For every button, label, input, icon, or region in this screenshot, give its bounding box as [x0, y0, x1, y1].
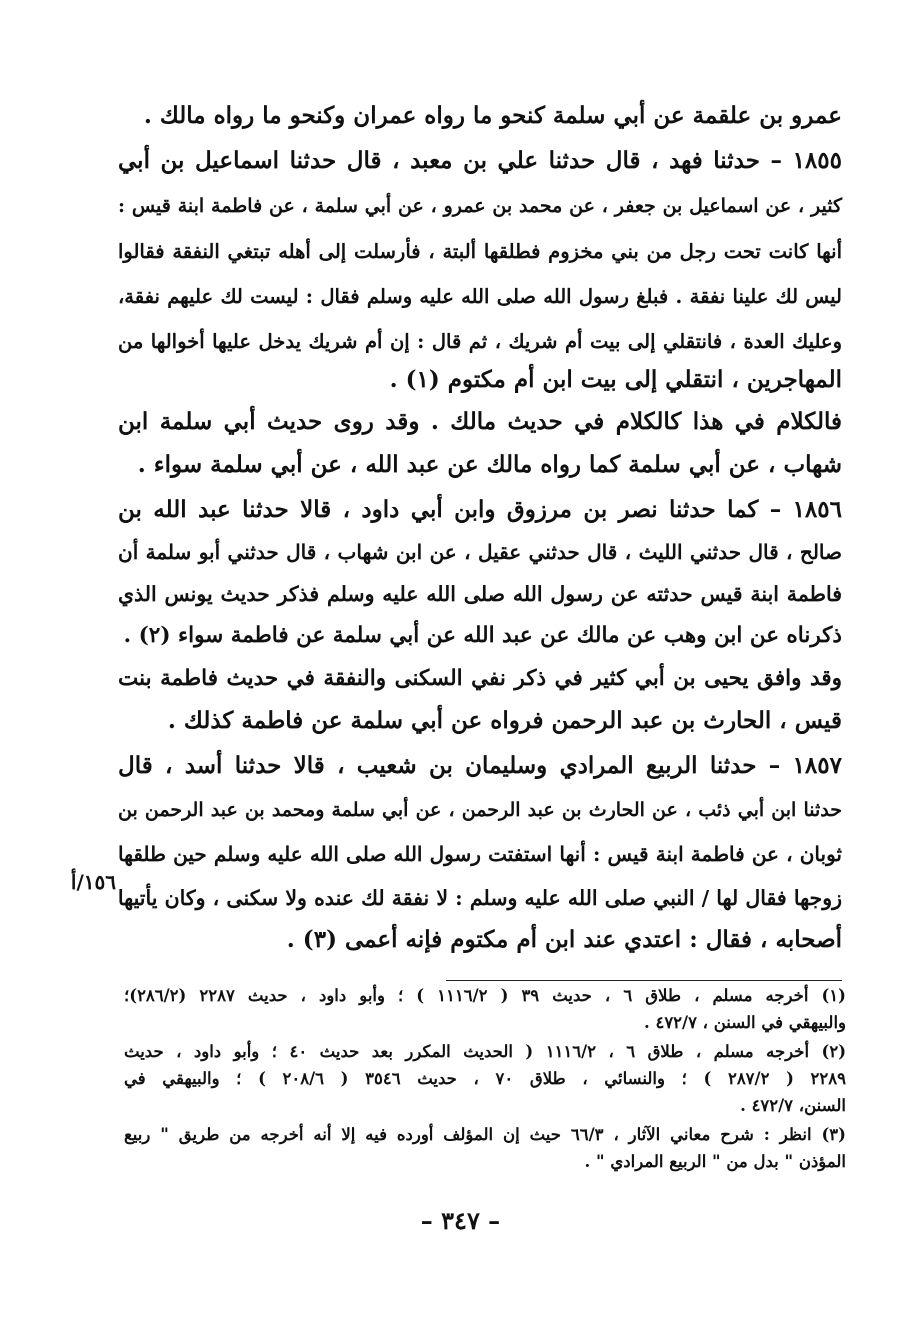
- text-line: المهاجرين ، انتقلي إلى بيت ابن أم مكتوم (١) .: [389, 366, 842, 393]
- footnote-line: ٢٢٨٩ ( ٢٨٧/٢ ) ؛ والنسائي ، طلاق ٧٠ ، حديث ٣٥٤٦ ( ٢٠٨/٦ ) ؛ والبيهقي في: [124, 1069, 846, 1088]
- text-line: ثوبان ، عن فاطمة ابنة قيس : أنها استفتت رسول الله صلى الله عليه وسلم حين طلقها: [118, 842, 842, 866]
- text-line: فالكلام في هذا كالكلام في حديث مالك . وقد روى حديث أبي سلمة ابن: [118, 408, 842, 435]
- footnote-line: والبيهقي في السنن ، ٤٧٢/٧ .: [643, 1013, 846, 1032]
- folio-margin-note: ١٥٦/أ: [70, 870, 116, 894]
- text-line: قيس ، الحارث بن عبد الرحمن فرواه عن أبي سلمة عن فاطمة كذلك .: [167, 707, 842, 734]
- footnote-separator: [446, 980, 842, 981]
- text-line: ١٨٥٦ – كما حدثنا نصر بن مرزوق وابن أبي داود ، قالا حدثنا عبد الله بن: [118, 496, 842, 523]
- text-line: ١٨٥٧ – حدثنا الربيع المرادي وسليمان بن شعيب ، قالا حدثنا أسد ، قال: [118, 752, 842, 779]
- text-line: فاطمة ابنة قيس حدثته عن رسول الله صلى الله عليه وسلم فذكر حديث يونس الذي: [118, 582, 842, 606]
- text-line: وعليك العدة ، فانتقلي إلى بيت أم شريك ، ثم قال : إن أم شريك يدخل عليها أخوالها من: [118, 330, 842, 353]
- page-number: – ٣٤٧ –: [420, 1206, 501, 1235]
- text-line: أصحابه ، فقال : اعتدي عند ابن أم مكتوم فإنه أعمى (٣) .: [286, 926, 842, 953]
- text-line: زوجها فقال لها / النبي صلى الله عليه وسلم : لا نفقة لك عنده ولا سكنى ، وكان يأتيها: [117, 886, 842, 910]
- text-line: شهاب ، عن أبي سلمة كما رواه مالك عن عبد الله ، عن أبي سلمة سواء .: [137, 451, 842, 478]
- text-line: وقد وافق يحيى بن أبي كثير في ذكر نفي السكنى والنفقة في حديث فاطمة بنت: [118, 666, 842, 691]
- footnote-line: (٣) انظر : شرح معاني الآثار ، ٦٦/٣ حيث إن المؤلف أورده فيه إلا أنه أخرجه من طريق " ربيع: [124, 1125, 846, 1144]
- text-line: عمرو بن علقمة عن أبي سلمة كنحو ما رواه عمران وكنحو ما رواه مالك .: [143, 102, 842, 129]
- footnote-line: (٢) أخرجه مسلم ، طلاق ٦ ، ١١١٦/٢ ( الحديث المكرر بعد حديث ٤٠ ؛ وأبو داود ، حديث: [124, 1042, 846, 1061]
- text-line: ذكرناه عن ابن وهب عن مالك عن عبد الله عن أبي سلمة عن فاطمة سواء (٢) .: [123, 623, 842, 648]
- text-line: حدثنا ابن أبي ذئب ، عن الحارث بن عبد الرحمن ، عن أبي سلمة ومحمد بن عبد الرحمن بن: [118, 799, 842, 821]
- text-line: صالح ، قال حدثني الليث ، قال حدثني عقيل ، عن ابن شهاب ، قال حدثني أبو سلمة أن: [118, 540, 842, 564]
- text-line: كثير ، عن اسماعيل بن جعفر ، عن محمد بن عمرو ، عن أبي سلمة ، عن فاطمة ابنة قيس :: [118, 195, 842, 217]
- text-line: ١٨٥٥ – حدثنا فهد ، قال حدثنا علي بن معبد ، قال حدثنا اسماعيل بن أبي: [118, 147, 842, 174]
- footnote-line: المؤذن " بدل من " الربيع المرادي " .: [584, 1152, 846, 1171]
- footnote-line: السنن، ٤٧٢/٧ .: [740, 1096, 846, 1115]
- footnote-line: (١) أخرجه مسلم ، طلاق ٦ ، حديث ٣٩ ( ١١١٦/٢ ) ؛ وأبو داود ، حديث ٢٢٨٧ (٢٨٦/٢)؛: [124, 986, 846, 1005]
- text-line: أنها كانت تحت رجل من بني مخزوم فطلقها ألبتة ، فأرسلت إلى أهله تبتغي النفقة فقالوا: [118, 240, 842, 263]
- text-line: ليس لك علينا نفقة . فبلغ رسول الله صلى الله عليه وسلم فقال : ليست لك عليهم نفقة،: [118, 285, 842, 308]
